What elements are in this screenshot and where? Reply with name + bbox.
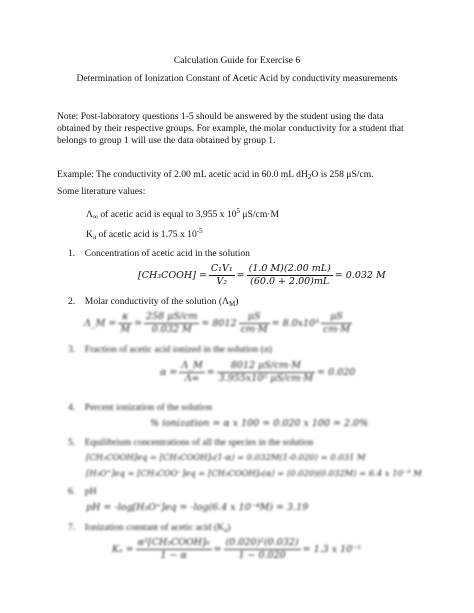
equation-4: % ionization = α x 100 = 0.020 x 100 = 2.0% [150,418,369,429]
step-label: Concentration of acetic acid in the solution [84,248,250,259]
step-label: Percent ionization of the solution [84,402,213,413]
eq2-f2-num: 258 μS/cm [146,311,198,322]
ka-exponent: -5 [196,227,203,235]
eq7-fraction-1 [136,537,212,562]
example-text-pre: Example: The conductivity of 2.00 mL acetic acid in 60.0 mL dH [57,169,308,180]
eq1-f2-num: (1.0 M)(2.00 mL) [248,263,331,274]
ka-symbol: K [86,229,93,240]
step-4 [68,402,212,414]
ka-subscript: a [92,233,97,241]
ka-line [86,225,203,243]
step-label-close: ) [227,522,231,533]
eq3-result: = 0.020 [317,367,356,378]
eq7-result: = 1.3 x 10⁻⁵ [302,544,361,555]
eq2-fraction-3 [239,311,270,336]
eq3-lhs: α = [160,367,178,378]
step-number: 1. [68,248,76,259]
equation-7: Kₐ = $\frac{\text{α²[CH₃COOH]₀}}{1 - \alpha}$ = $\frac{\text{(0.020)²(0.032)}}{1 - 0.020}$ = 1.3 x 10⁻⁵ [112,537,361,561]
example-text-post: O is 258 μS/cm. [311,169,374,180]
step-label-subscript: M [228,300,236,308]
note-paragraph: Note: Post-laboratory questions 1-5 should be answered by the student using the data obtained by their respective groups. For example, the molar conductivity for a student that belongs to group 1 will use the data obtained by group 1. [57,111,404,146]
eq2-eq: = 8.0x10³ [271,318,319,329]
literature-heading: Some literature values: [57,186,146,197]
equation-2: Λ_M = $\frac{\kappa}{M}$ = $\frac{258 \mu S/cm}{0.032 M}$ = 8012 $\frac{\mu S}{cm\cdot M}$ = 8.0x10³ $\frac{\mu S}{cm\cdot M}$ [84,311,351,335]
eq2-f3-den: cm·M [240,324,268,335]
lambda-text: of acetic acid is equal to 3.955 x 10 [97,209,237,220]
eq2-fraction-4 [321,311,352,336]
eq2-mid: = 8012 [201,318,237,329]
step-5 [68,437,313,449]
eq2-fraction-1 [118,311,132,336]
lambda-symbol: Λ [86,209,93,220]
equation-1: [CH₃COOH] = $\frac{\text{C₁V₁}}{\text{V₂}}$ = $\frac{(1.0 M)(2.00 mL)}{(60.0 + 2.00)mL}$ = 0.032 M [138,263,386,287]
lambda-exponent: 5 [236,207,241,215]
step-number: 4. [68,402,76,413]
step-label: Equilibrium concentrations of all the species in the solution [84,437,314,448]
eq1-f1-den: V₂ [216,276,228,287]
eq1-result: = 0.032 M [334,270,386,281]
equation-3: α = $\frac{\Lambda\_M}{\Lambda\infty}$ = $\frac{8012 \mu S/cm\cdot M}{\text{3.955x10⁵ μS/cm·M}}$ = 0.020 [160,360,356,384]
eq2-f1-num: κ [118,311,132,324]
equation-5-line-1: [CH₃COOH]eq = [CH₃COOH]₀(1-α) = 0.032M(1-0.020) = 0.031 M [86,452,366,462]
step-label: pH [84,486,97,497]
eq2-f4-num: μS [321,311,352,324]
step-label: Fraction of acetic acid ionized in the solution (α) [84,344,273,355]
step-number: 2. [68,296,76,307]
step-1 [68,248,250,260]
eq2-fraction-2 [144,311,199,336]
document-title: Calculation Guide for Exercise 6 [173,55,301,66]
equation-6: pH = -log[H₃O⁺]eq = -log(6.4 x 10⁻⁴M) = 3.19 [86,502,309,513]
ka-text: of acetic acid is 1.75 x 10 [96,229,197,240]
step-number: 7. [68,522,76,533]
step-number: 3. [68,344,76,355]
eq3-fraction-1 [179,360,204,385]
eq3-fraction-2 [217,360,315,385]
eq3-f1-num: Λ_M [181,360,203,371]
eq7-f1-num: α²[CH₃COOH]₀ [137,537,210,548]
eq7-f2-num: (0.020)²(0.032) [225,537,299,548]
eq1-f1-num: C₁V₁ [210,263,233,274]
eq7-f1-den: 1 − α [160,550,187,561]
eq2-f4-den: cm·M [323,324,351,335]
eq7-lhs: Kₐ = [112,544,134,555]
step-number: 6. [68,486,76,497]
step-label: Molar conductivity of the solution (Λ [84,296,229,307]
eq2-f1-den: M [120,324,131,335]
step-2 [68,296,238,310]
equation-5-line-2: [H₃O⁺]eq = [CH₃COO⁻]eq = [CH₃COOH]₀(α) = (0.020)(0.032M) = 6.4 x 10⁻⁴ M [86,468,422,478]
lambda-subscript: ∞ [92,213,98,221]
example-line [57,169,374,183]
eq2-f2-den: 0.032 M [151,324,192,335]
example-subscript: 2 [307,173,312,181]
eq3-f2-num: 8012 μS/cm·M [217,360,315,373]
step-label: Ionization constant of acetic acid (K [84,522,225,533]
step-label-close: ) [235,296,239,307]
eq7-fraction-2 [224,537,301,562]
eq1-fraction-2 [247,263,333,288]
document-subtitle: Determination of Ionization Constant of Acetic Acid by conductivity measurements [76,73,398,84]
eq7-f2-den: 1 − 0.020 [238,550,286,561]
lambda-unit: μS/cm·M [240,209,280,220]
eq1-f2-den: (60.0 + 2.00)mL [250,276,330,287]
step-number: 5. [68,437,76,448]
step-3 [68,344,272,356]
step-7 [68,522,230,536]
eq2-lhs: Λ_M = [84,318,117,329]
lambda-infinity-line [86,205,279,223]
eq2-f3-num: μS [239,311,270,324]
step-6 [68,486,97,498]
step-label-subscript: a [224,526,228,534]
eq3-f1-den: Λ∞ [184,373,200,384]
eq1-lhs: [CH₃COOH] = [138,270,207,281]
eq1-fraction-1 [209,263,235,288]
eq3-f2-den: 3.955x10⁵ μS/cm·M [218,373,314,384]
